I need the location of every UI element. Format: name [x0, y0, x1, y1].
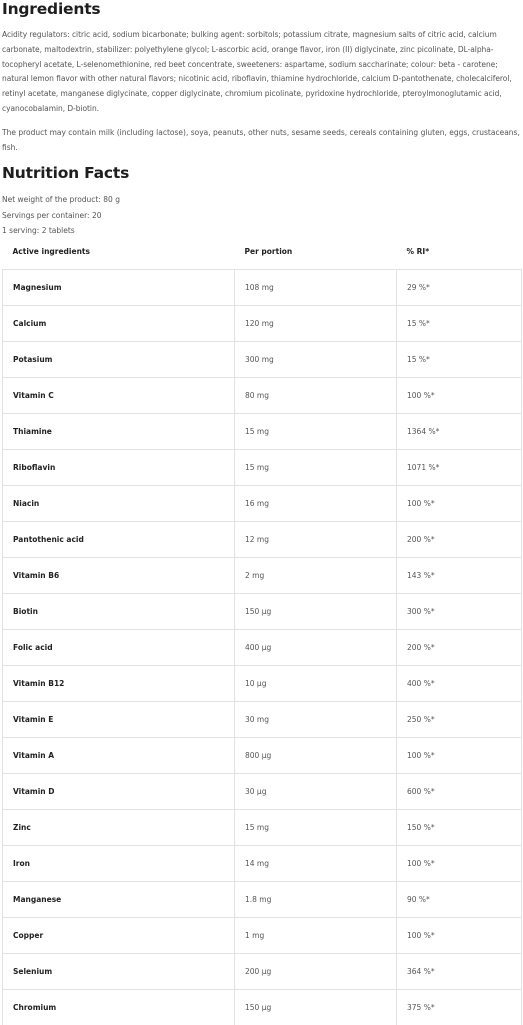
ri-percent-cell: 1071 %* [397, 450, 522, 486]
ingredient-name-cell: Zinc [3, 810, 235, 846]
table-row [3, 306, 522, 342]
ri-percent-cell: 150 %* [397, 810, 522, 846]
ingredient-name-cell: Biotin [3, 594, 235, 630]
serving-size: 1 serving: 2 tablets [2, 223, 120, 239]
ingredient-name-cell: Vitamin B12 [3, 666, 235, 702]
ri-percent-cell: 100 %* [397, 738, 522, 774]
nutrition-facts-heading: Nutrition Facts [2, 164, 129, 182]
ri-percent-cell: 200 %* [397, 522, 522, 558]
per-portion-cell: 800 µg [235, 738, 397, 774]
nutrition-meta [2, 192, 120, 239]
per-portion-cell: 15 mg [235, 810, 397, 846]
ri-percent-cell: 100 %* [397, 846, 522, 882]
ri-percent-cell: 375 %* [397, 990, 522, 1025]
ingredient-name-cell: Iron [3, 846, 235, 882]
ri-percent-cell: 15 %* [397, 342, 522, 378]
ingredient-name-cell: Copper [3, 918, 235, 954]
per-portion-cell: 108 mg [235, 270, 397, 306]
ri-percent-cell: 100 %* [397, 486, 522, 522]
ri-percent-cell: 200 %* [397, 630, 522, 666]
nutrition-table [2, 234, 522, 1025]
per-portion-cell: 14 mg [235, 846, 397, 882]
table-row [3, 270, 522, 306]
table-row [3, 954, 522, 990]
per-portion-cell: 30 µg [235, 774, 397, 810]
table-row [3, 666, 522, 702]
ingredient-name-cell: Folic acid [3, 630, 235, 666]
column-header-ri: % RI* [397, 234, 522, 270]
per-portion-cell: 400 µg [235, 630, 397, 666]
column-header-per-portion: Per portion [235, 234, 397, 270]
ri-percent-cell: 100 %* [397, 918, 522, 954]
ri-percent-cell: 90 %* [397, 882, 522, 918]
ingredients-text: Acidity regulators: citric acid, sodium bicarbonate; bulking agent: sorbitols; potassium citrate, magnesium salts of citric acid, calcium carbonate, maltodextrin, stabilizer: polyethylene glycol; L-ascorbic acid, orange flavor, iron (II) diglycinate, zinc picolinate, DL-alpha-tocopheryl acetate, L-selenomethionine, red beet concentrate, sweeteners: aspartame, sodium saccharinate; colour: beta - carotene; natural lemon flavor with other natural flavors; nicotinic acid, riboflavin, thiamine hydrochloride, calcium D-pantothenate, cholecalciferol, retinyl acetate, manganese diglycinate, copper diglycinate, chromium picolinate, pyridoxine hydrochloride, pteroylmonoglutamic acid, cyanocobalamin, D-biotin. [2, 28, 520, 117]
per-portion-cell: 12 mg [235, 522, 397, 558]
ingredient-name-cell: Vitamin B6 [3, 558, 235, 594]
per-portion-cell: 120 mg [235, 306, 397, 342]
table-row [3, 774, 522, 810]
ri-percent-cell: 15 %* [397, 306, 522, 342]
table-row [3, 342, 522, 378]
per-portion-cell: 15 mg [235, 414, 397, 450]
net-weight: Net weight of the product: 80 g [2, 192, 120, 208]
per-portion-cell: 80 mg [235, 378, 397, 414]
ri-percent-cell: 300 %* [397, 594, 522, 630]
ri-percent-cell: 364 %* [397, 954, 522, 990]
table-row [3, 846, 522, 882]
table-row [3, 738, 522, 774]
per-portion-cell: 2 mg [235, 558, 397, 594]
table-row [3, 882, 522, 918]
ingredient-name-cell: Selenium [3, 954, 235, 990]
per-portion-cell: 16 mg [235, 486, 397, 522]
per-portion-cell: 15 mg [235, 450, 397, 486]
ingredient-name-cell: Potasium [3, 342, 235, 378]
per-portion-cell: 150 µg [235, 594, 397, 630]
allergen-note: The product may contain milk (including lactose), soya, peanuts, other nuts, sesame seeds, cereals containing gluten, eggs, crustaceans, fish. [2, 126, 520, 156]
table-row [3, 558, 522, 594]
ri-percent-cell: 1364 %* [397, 414, 522, 450]
ingredient-name-cell: Thiamine [3, 414, 235, 450]
ri-percent-cell: 143 %* [397, 558, 522, 594]
ri-percent-cell: 400 %* [397, 666, 522, 702]
ingredient-name-cell: Vitamin E [3, 702, 235, 738]
table-header-row [3, 234, 522, 270]
ingredient-name-cell: Manganese [3, 882, 235, 918]
table-row [3, 522, 522, 558]
per-portion-cell: 1 mg [235, 918, 397, 954]
ingredient-name-cell: Vitamin C [3, 378, 235, 414]
table-row [3, 702, 522, 738]
ingredient-name-cell: Calcium [3, 306, 235, 342]
table-row [3, 414, 522, 450]
ri-percent-cell: 600 %* [397, 774, 522, 810]
table-row [3, 630, 522, 666]
servings-per-container: Servings per container: 20 [2, 208, 120, 224]
per-portion-cell: 10 µg [235, 666, 397, 702]
per-portion-cell: 1.8 mg [235, 882, 397, 918]
ri-percent-cell: 250 %* [397, 702, 522, 738]
table-row [3, 594, 522, 630]
ingredient-name-cell: Niacin [3, 486, 235, 522]
ingredient-name-cell: Riboflavin [3, 450, 235, 486]
ingredients-heading: Ingredients [2, 0, 100, 18]
ingredient-name-cell: Vitamin D [3, 774, 235, 810]
ri-percent-cell: 100 %* [397, 378, 522, 414]
table-row [3, 378, 522, 414]
per-portion-cell: 300 mg [235, 342, 397, 378]
table-row [3, 990, 522, 1025]
ingredient-name-cell: Magnesium [3, 270, 235, 306]
column-header-active-ingredients: Active ingredients [3, 234, 235, 270]
table-row [3, 918, 522, 954]
ingredient-name-cell: Chromium [3, 990, 235, 1025]
ingredient-name-cell: Pantothenic acid [3, 522, 235, 558]
ingredient-name-cell: Vitamin A [3, 738, 235, 774]
table-row [3, 486, 522, 522]
table-row [3, 450, 522, 486]
per-portion-cell: 30 mg [235, 702, 397, 738]
per-portion-cell: 200 µg [235, 954, 397, 990]
table-row [3, 810, 522, 846]
per-portion-cell: 150 µg [235, 990, 397, 1025]
ri-percent-cell: 29 %* [397, 270, 522, 306]
